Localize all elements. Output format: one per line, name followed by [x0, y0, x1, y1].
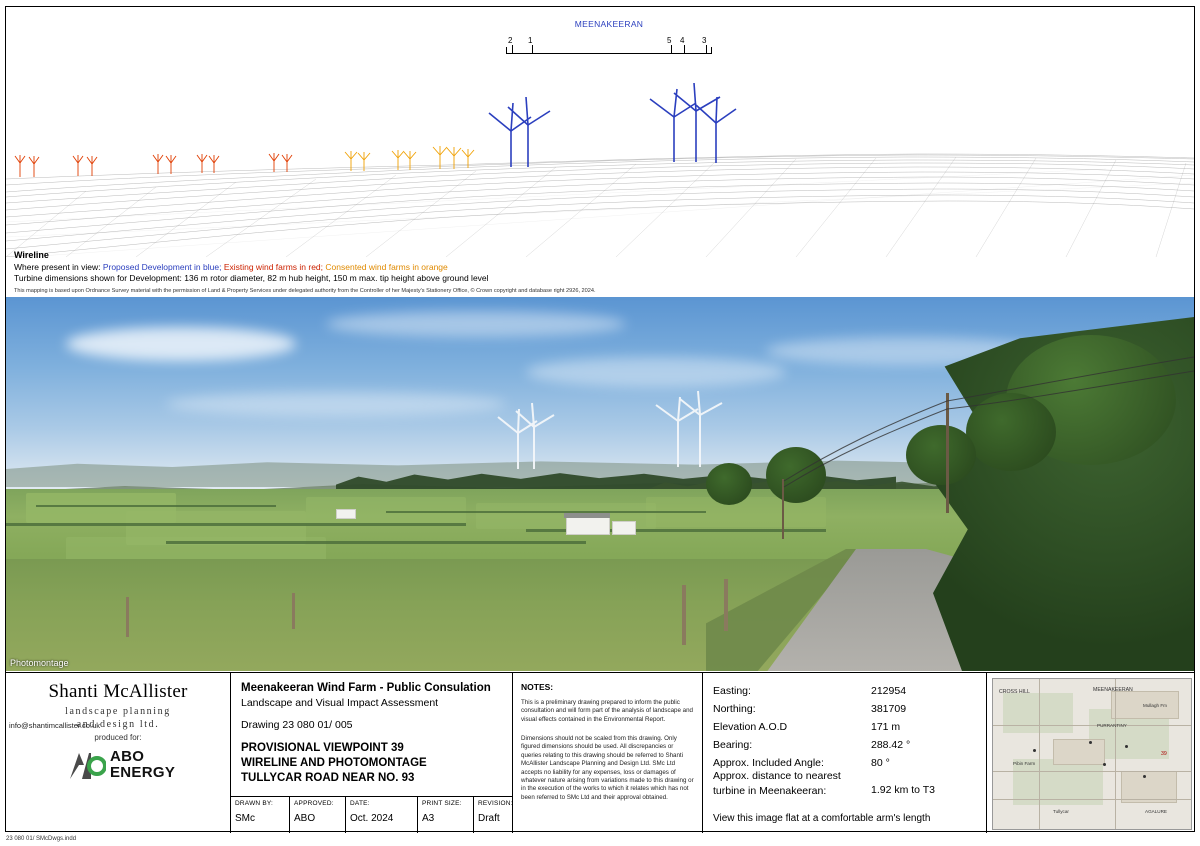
wireline-label: Wireline [14, 250, 49, 260]
client-line2: ENERGY [110, 764, 176, 781]
location-map[interactable] [992, 678, 1192, 830]
meta-drawn-by [231, 797, 289, 833]
bearing-label: Bearing: [713, 739, 753, 751]
notes-paragraph-1: This is a preliminary drawing prepared to inform the public consultation and will form part of the analysis of landscape and visual effects contained in the Environmental Report. [521, 699, 693, 723]
viewpoint-heading-1: PROVISIONAL VIEWPOINT 39 [241, 742, 404, 754]
elevation-label: Elevation A.O.D [713, 721, 788, 733]
project-title: Meenakeeran Wind Farm - Public Consulation [241, 682, 491, 694]
wireline-panel [6, 7, 1194, 295]
meta-value: SMc [235, 813, 255, 824]
project-subtitle: Landscape and Visual Impact Assessment [241, 697, 439, 709]
distance-label-2: turbine in Meenakeeran: [713, 785, 827, 797]
meta-approved [289, 797, 345, 833]
distance-value: 1.92 km to T3 [871, 784, 936, 796]
meta-date [345, 797, 417, 833]
tick-label-5: 5 [667, 36, 672, 45]
viewpoint-data-block [702, 673, 986, 833]
file-reference: 23 080 01/ SMcDwgs.indd [6, 836, 77, 842]
company-name: Shanti McAllister [48, 681, 188, 702]
photomontage-turbines [6, 297, 1194, 671]
meta-value: Draft [478, 813, 500, 824]
map-label-tullycar: Tullycar [1053, 809, 1069, 814]
photomontage-panel [6, 297, 1194, 671]
photomontage-tag: Photomontage [10, 658, 69, 668]
map-label-cross-hill: CROSS HILL [999, 689, 1030, 695]
tick-label-4: 4 [680, 36, 685, 45]
bearing-value: 288.42 ° [871, 739, 911, 751]
map-label-meenakeeran: MEENAKEERAN [1093, 687, 1133, 693]
copyright-note: This mapping is based upon Ordnance Survey material with the permission of Land & Property Services under delegated authority from the Controller of her Majesty's Stationery Office, © Crown copyright and database right 2926, 2024. [14, 288, 596, 294]
abo-energy-mark [66, 749, 106, 783]
meta-label: APPROVED: [294, 800, 334, 807]
easting-value: 212954 [871, 685, 907, 697]
viewpoint-heading-3: TULLYCAR ROAD NEAR NO. 93 [241, 772, 415, 784]
viewpoint-heading-2: WIRELINE AND PHOTOMONTAGE [241, 757, 427, 769]
company-block [6, 673, 230, 833]
client-line1: ABO [110, 748, 145, 765]
meta-label: DATE: [350, 800, 370, 807]
included-angle-label: Approx. Included Angle: [713, 757, 824, 769]
wireline-legend [14, 250, 489, 285]
wireline-scale-title: MEENAKEERAN [574, 19, 644, 29]
distance-label-1: Approx. distance to nearest [713, 770, 841, 782]
elevation-value: 171 m [871, 721, 901, 733]
legend-prefix: Where present in view: [14, 261, 101, 272]
location-map-block [986, 673, 1194, 833]
notes-paragraph-2: Dimensions should not be scaled from this drawing. Only figured dimensions should be used. All discrepancies or queries relating to this drawing should be referred to Shanti McAllister Landscape Planning and Design Ltd. SMc Ltd accepts no liability for any expenses, loss or damages of whatever nature arising from variations made to this drawing or in the execution of the works to which it relates which has not been referred to SMc Ltd and their approval obtained. [521, 735, 694, 801]
included-angle-value: 80 ° [871, 757, 890, 769]
produced-for-label: produced for: [94, 733, 142, 742]
meta-value: ABO [294, 813, 316, 824]
map-viewpoint-number: 39 [1161, 751, 1167, 757]
northing-value: 381709 [871, 703, 907, 715]
map-label-mullagh-fm: Mullagh Fm [1143, 703, 1167, 708]
company-email[interactable]: info@shantimcallister.co.uk [9, 721, 100, 730]
tick-label-1: 1 [528, 36, 533, 45]
easting-label: Easting: [713, 685, 751, 697]
title-block [6, 672, 1194, 832]
company-sub-line1: landscape planning [65, 706, 171, 717]
notes-heading: NOTES: [521, 682, 554, 692]
turbine-dimensions: Turbine dimensions shown for Development: 136 m rotor diameter, 82 m hub height, 150 m max. tip height above ground level [14, 273, 489, 283]
viewing-instruction: View this image flat at a comfortable arm's length [713, 813, 931, 824]
meta-label: DRAWN BY: [235, 800, 274, 807]
drawing-meta-grid [231, 796, 513, 833]
project-block [230, 673, 512, 833]
map-label-pibin-farm: Pibin Farm [1013, 761, 1036, 766]
legend-orange: Consented wind farms in orange [325, 261, 448, 272]
client-logo [66, 747, 216, 787]
legend-red: Existing wind farms in red; [223, 261, 324, 272]
notes-block [512, 673, 702, 833]
meta-label: PRINT SIZE: [422, 800, 462, 807]
map-label-agalure: AGALURE [1145, 809, 1167, 814]
wireline-terrain [6, 7, 1194, 257]
meta-value: A3 [422, 813, 435, 824]
northing-label: Northing: [713, 703, 756, 715]
meta-label: REVISION: [478, 800, 513, 807]
meta-revision [473, 797, 513, 833]
company-sub-line2: and design ltd. [76, 719, 160, 730]
legend-blue: Proposed Development in blue; [102, 261, 222, 272]
tick-label-3: 3 [702, 36, 707, 45]
drawing-number: Drawing 23 080 01/ 005 [241, 719, 353, 731]
map-label-purrantiny: PURRANTINY [1097, 723, 1127, 728]
meta-value: Oct. 2024 [350, 813, 394, 824]
tick-label-2: 2 [508, 36, 513, 45]
meta-print-size [417, 797, 473, 833]
